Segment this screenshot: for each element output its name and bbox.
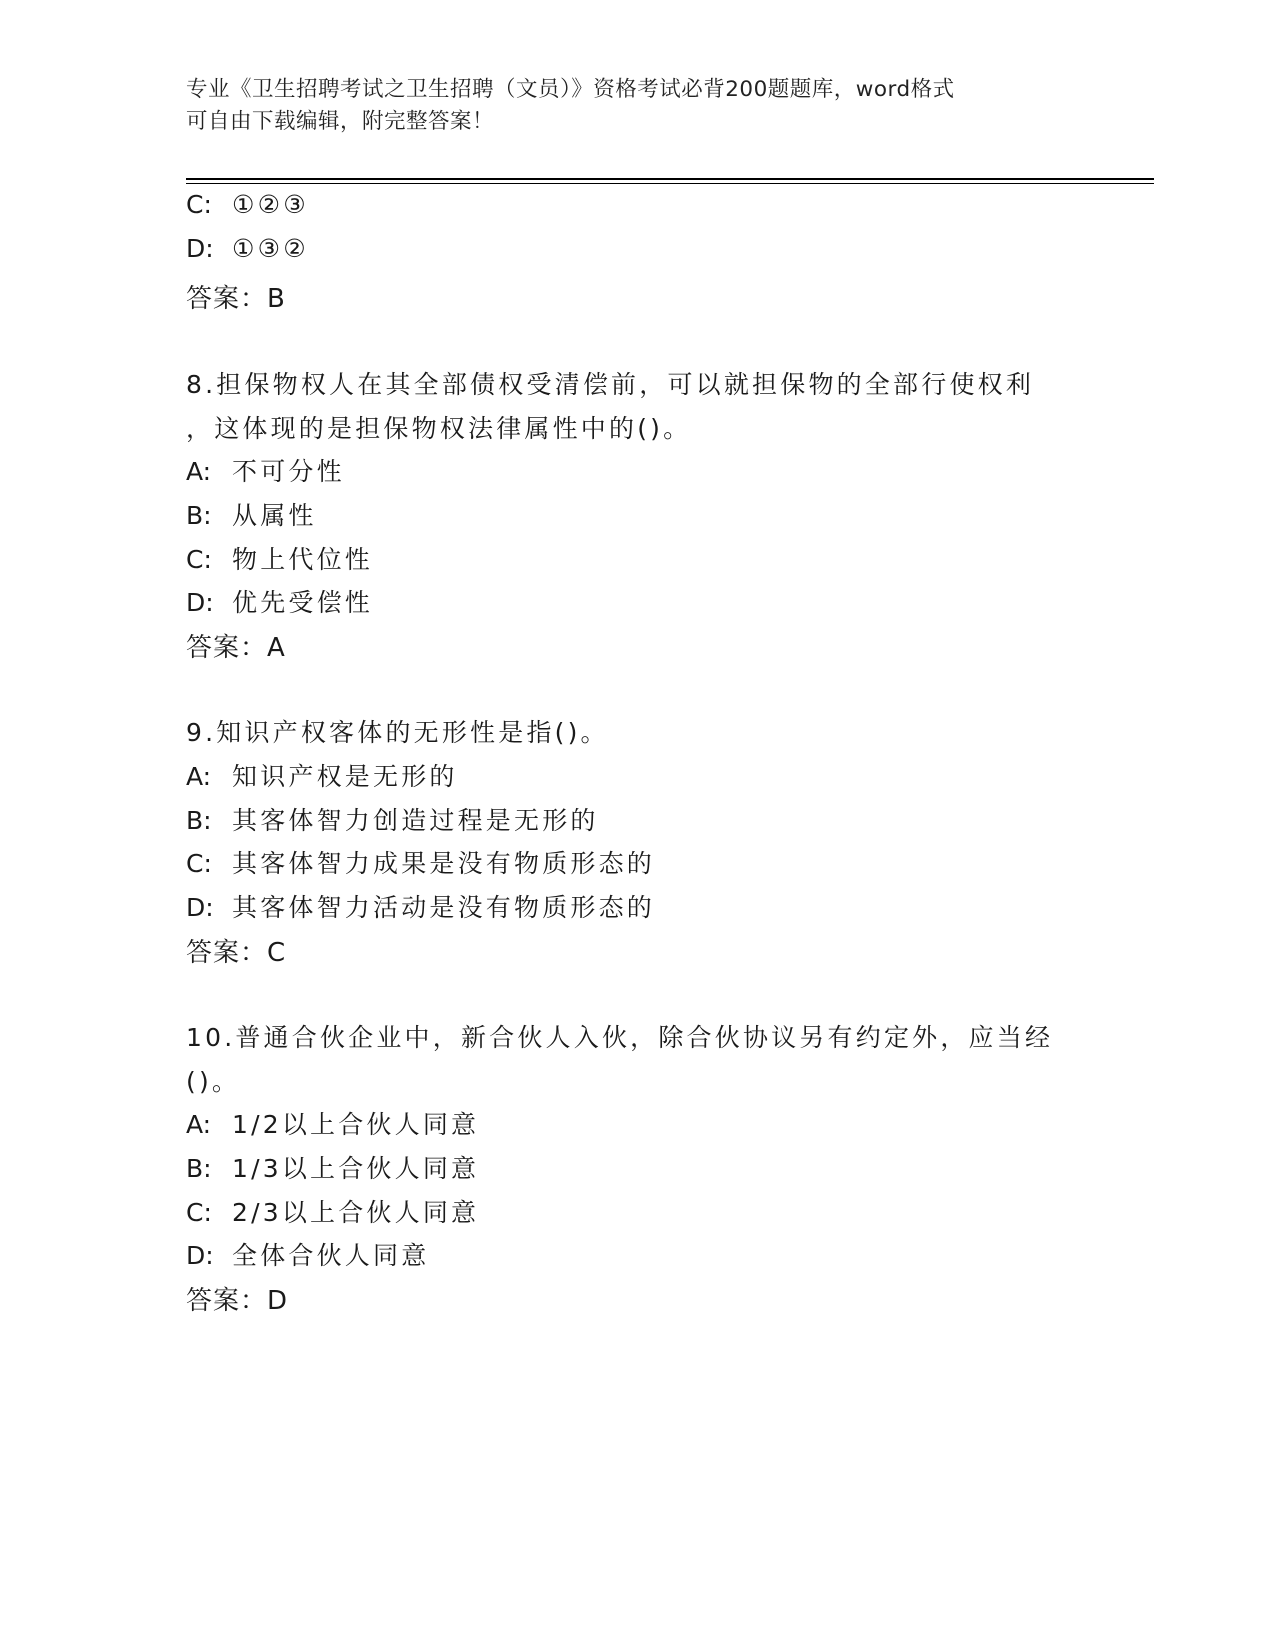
q10-stem-line1: 10.普通合伙企业中，新合伙人入伙，除合伙协议另有约定外，应当经 [186,1023,1054,1052]
option-text: 优先受偿性 [232,588,374,617]
q9-stem-line1: 9.知识产权客体的无形性是指()。 [186,718,609,747]
option-text: 其客体智力创造过程是无形的 [232,806,599,835]
q10-answer: 答案：D [186,1286,289,1316]
q10-option-d [186,1236,429,1272]
option-text: 从属性 [232,501,317,530]
q8-stem-line2: ，这体现的是担保物权法律属性中的()。 [186,414,692,443]
header-title-line2: 可自由下载编辑，附完整答案！ [186,109,495,134]
q8-option-c [186,540,373,576]
document-header [186,74,1066,138]
option-text: 1/3以上合伙人同意 [232,1154,480,1183]
option-letter: C: [186,545,212,574]
option-text: 物上代位性 [232,545,374,574]
q10-option-a [186,1105,479,1141]
option-text: 其客体智力成果是没有物质形态的 [232,849,656,878]
option-text: ①②③ [232,190,309,219]
option-letter: D: [186,1241,214,1270]
q7-answer: 答案：B [186,284,286,314]
option-letter: C: [186,849,212,878]
q7-option-c [186,190,309,219]
option-letter: B: [186,1154,212,1183]
q8-answer: 答案：A [186,633,286,663]
option-letter: C: [186,190,212,219]
q9-option-a [186,757,458,793]
q9-option-d [186,888,655,924]
option-letter: B: [186,806,212,835]
q8-option-a [186,452,345,488]
option-text: 其客体智力活动是没有物质形态的 [232,893,656,922]
q10-stem-line2: ()。 [186,1067,241,1096]
header-divider-thick [186,178,1154,180]
option-text: 2/3以上合伙人同意 [232,1198,480,1227]
header-divider-thin [186,183,1154,184]
q8-stem-line1: 8.担保物权人在其全部债权受清偿前，可以就担保物的全部行使权利 [186,370,1035,399]
q9-option-c [186,844,655,880]
q9-option-b [186,801,599,837]
option-text: 不可分性 [232,457,345,486]
q7-option-d [186,234,309,263]
option-letter: A: [186,1110,212,1139]
q8-option-b [186,496,317,532]
option-letter: D: [186,234,214,263]
q10-option-b [186,1149,479,1185]
option-letter: C: [186,1198,212,1227]
option-text: 1/2以上合伙人同意 [232,1110,480,1139]
option-letter: A: [186,762,212,791]
option-text: ①③② [232,234,309,263]
q9-answer: 答案：C [186,938,287,968]
option-text: 知识产权是无形的 [232,762,458,791]
header-title-line1: 专业《卫生招聘考试之卫生招聘（文员）》资格考试必背200题题库，word格式 [186,77,955,102]
option-text: 全体合伙人同意 [232,1241,430,1270]
q8-option-d [186,583,373,619]
option-letter: A: [186,457,212,486]
option-letter: B: [186,501,212,530]
option-letter: D: [186,588,214,617]
option-letter: D: [186,893,214,922]
q10-option-c [186,1193,479,1229]
